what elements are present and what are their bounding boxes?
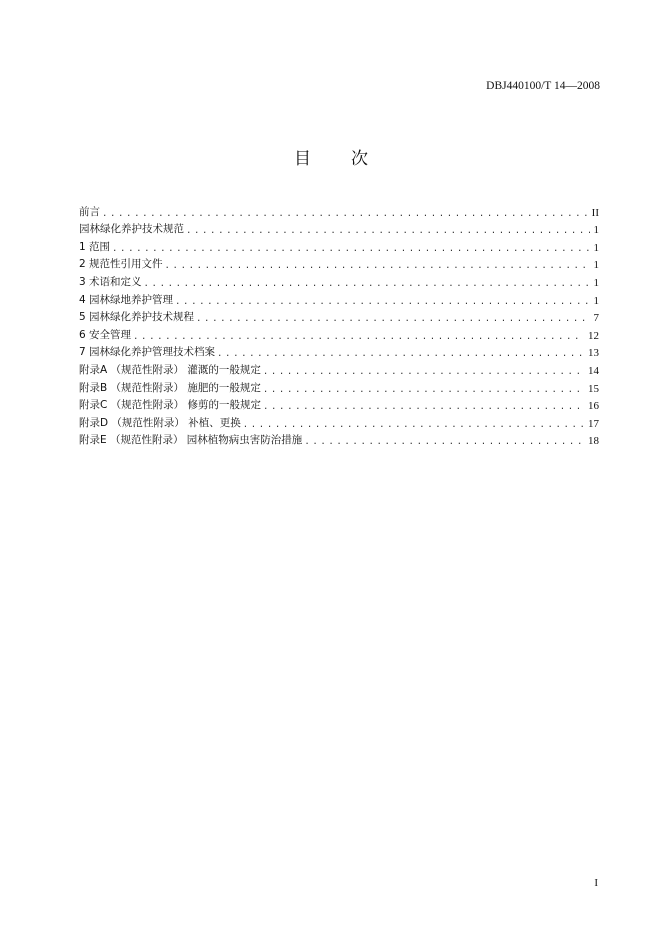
toc-entry-appendix-c[interactable] (79, 395, 599, 413)
dot-leader (144, 279, 590, 289)
toc-entry-label: 3 术语和定义 (79, 275, 142, 288)
toc-entry-page: 16 (588, 400, 599, 413)
dot-leader (263, 367, 584, 377)
dot-leader (217, 349, 584, 359)
toc-entry-label: 附录E （规范性附录） 园林植物病虫害防治措施 (79, 434, 303, 447)
toc-entry-label: 6 安全管理 (79, 328, 132, 341)
toc-entry-label: 5 园林绿化养护技术规程 (79, 311, 195, 324)
toc-entry-appendix-a[interactable] (79, 359, 599, 377)
dot-leader (243, 420, 584, 430)
toc-entry-page: 1 (593, 241, 599, 254)
toc-entry-page: 1 (593, 224, 599, 237)
toc-entry-normative-references[interactable] (79, 254, 599, 272)
toc-entry-page: 7 (593, 312, 599, 325)
standard-code: DBJ440100/T 14—2008 (486, 80, 600, 92)
toc-entry-label: 前言 (79, 205, 100, 218)
toc-entry-label: 附录D （规范性附录） 补植、更换 (79, 416, 241, 429)
toc-entry-technical-archives[interactable] (79, 342, 599, 360)
toc-entry-technical-procedures[interactable] (79, 307, 599, 325)
dot-leader (186, 226, 590, 236)
toc-entry-page: 15 (588, 382, 599, 395)
dot-leader (196, 314, 589, 324)
toc-entry-label: 园林绿化养护技术规范 (79, 223, 184, 236)
toc-entry-label: 2 规范性引用文件 (79, 258, 163, 271)
toc-entry-scope[interactable] (79, 236, 599, 254)
toc-list (79, 201, 599, 447)
dot-leader (263, 385, 584, 395)
toc-entry-label: 附录C （规范性附录） 修剪的一般规定 (79, 399, 262, 412)
toc-entry-page: 18 (588, 435, 599, 448)
toc-entry-page: 14 (588, 364, 599, 377)
toc-entry-label: 附录A （规范性附录） 灌溉的一般规定 (79, 363, 261, 376)
dot-leader (175, 297, 589, 307)
toc-entry-page: 13 (588, 347, 599, 360)
dot-leader (102, 209, 588, 219)
toc-entry-page: II (591, 206, 599, 219)
toc-entry-page: 1 (593, 259, 599, 272)
toc-entry-foreword[interactable] (79, 201, 599, 219)
dot-leader (165, 261, 590, 271)
toc-entry-label: 4 园林绿地养护管理 (79, 293, 174, 306)
dot-leader (112, 244, 589, 254)
toc-entry-spec-title[interactable] (79, 219, 599, 237)
toc-entry-safety-management[interactable] (79, 324, 599, 342)
toc-entry-appendix-e[interactable] (79, 430, 599, 448)
toc-entry-page: 1 (593, 294, 599, 307)
toc-entry-appendix-b[interactable] (79, 377, 599, 395)
toc-entry-label: 7 园林绿化养护管理技术档案 (79, 346, 216, 359)
toc-entry-page: 17 (588, 417, 599, 430)
toc-entry-page: 12 (588, 329, 599, 342)
dot-leader (133, 332, 584, 342)
toc-title: 目次 (294, 149, 408, 169)
toc-entry-label: 1 范围 (79, 240, 111, 253)
toc-entry-page: 1 (593, 276, 599, 289)
toc-entry-terms[interactable] (79, 271, 599, 289)
page-number: I (594, 877, 598, 889)
dot-leader (263, 402, 584, 412)
toc-entry-appendix-d[interactable] (79, 412, 599, 430)
toc-entry-maintenance-management[interactable] (79, 289, 599, 307)
toc-entry-label: 附录B （规范性附录） 施肥的一般规定 (79, 381, 261, 394)
dot-leader (304, 437, 584, 447)
